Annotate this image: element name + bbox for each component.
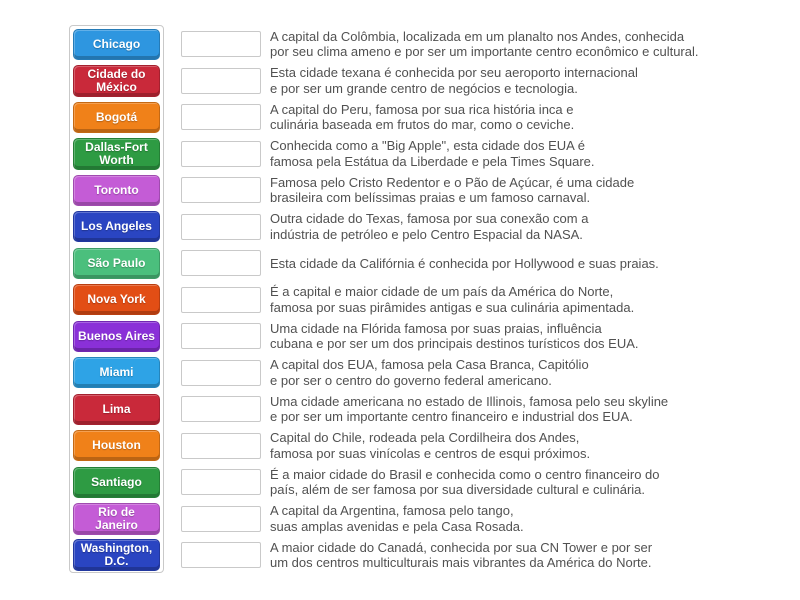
answer-dropzone[interactable] (181, 177, 261, 203)
clue-line: A capital da Argentina, famosa pelo tango, (270, 503, 514, 519)
keyword-tile[interactable]: Los Angeles (73, 211, 160, 242)
match-row (71, 26, 771, 63)
clue-text (270, 284, 634, 315)
match-row (71, 391, 771, 428)
keyword-tile[interactable]: Lima (73, 394, 160, 425)
answer-dropzone[interactable] (181, 214, 261, 240)
clue-text (270, 175, 634, 206)
answer-dropzone[interactable] (181, 287, 261, 313)
match-row (71, 209, 771, 246)
keyword-tile[interactable]: São Paulo (73, 248, 160, 279)
match-row (71, 428, 771, 465)
clue-line: A capital dos EUA, famosa pela Casa Branca, Capitólio (270, 357, 589, 373)
clue-line: Uma cidade na Flórida famosa por suas praias, influência (270, 320, 602, 336)
keyword-tile[interactable]: Santiago (73, 467, 160, 498)
keyword-tile[interactable]: Cidade do México (73, 65, 160, 97)
clue-line: e por ser um grande centro de negócios e tecnologia. (270, 80, 578, 96)
answer-dropzone[interactable] (181, 360, 261, 386)
clue-line: culinária baseada em frutos do mar, como o ceviche. (270, 117, 575, 133)
clue-text (270, 357, 589, 388)
clue-text (270, 540, 652, 571)
match-row (71, 318, 771, 355)
match-rows (71, 26, 771, 574)
match-row (71, 282, 771, 319)
clue-text (270, 321, 639, 352)
answer-dropzone[interactable] (181, 250, 261, 276)
clue-line: Esta cidade texana é conhecida por seu aeroporto internacional (270, 65, 638, 81)
clue-text (270, 467, 660, 498)
clue-line: A maior cidade do Canadá, conhecida por sua CN Tower e por ser (270, 539, 653, 555)
keyword-tile[interactable]: Toronto (73, 175, 160, 206)
keyword-tile[interactable]: Buenos Aires (73, 321, 160, 352)
answer-dropzone[interactable] (181, 506, 261, 532)
match-row (71, 501, 771, 538)
keyword-tile[interactable]: Dallas-Fort Worth (73, 138, 160, 170)
answer-dropzone[interactable] (181, 104, 261, 130)
keyword-tile[interactable]: Nova York (73, 284, 160, 315)
clue-line: Capital do Chile, rodeada pela Cordilheira dos Andes, (270, 430, 580, 446)
clue-line: É a capital e maior cidade de um país da América do Norte, (270, 284, 614, 300)
clue-line: Esta cidade da Califórnia é conhecida por Hollywood e suas praias. (270, 255, 659, 271)
clue-text (270, 65, 638, 96)
clue-line: Famosa pelo Cristo Redentor e o Pão de Açúcar, é uma cidade (270, 174, 635, 190)
clue-text (270, 29, 698, 60)
clue-line: cubana e por ser um dos principais destinos turísticos dos EUA. (270, 336, 639, 352)
clue-line: brasileira com belíssimas praias e um famoso carnaval. (270, 190, 591, 206)
clue-line: suas amplas avenidas e pela Casa Rosada. (270, 518, 524, 534)
clue-line: famosa pela Estátua da Liberdade e pela Times Square. (270, 153, 595, 169)
answer-dropzone[interactable] (181, 469, 261, 495)
answer-dropzone[interactable] (181, 141, 261, 167)
match-row (71, 464, 771, 501)
keyword-tile[interactable]: Houston (73, 430, 160, 461)
clue-line: Conhecida como a "Big Apple", esta cidade dos EUA é (270, 138, 585, 154)
answer-dropzone[interactable] (181, 31, 261, 57)
keyword-tile[interactable]: Washington, D.C. (73, 539, 160, 571)
match-row (71, 63, 771, 100)
clue-line: A capital da Colômbia, localizada em um planalto nos Andes, conhecida (270, 28, 685, 44)
clue-line: Uma cidade americana no estado de Illinois, famosa pelo seu skyline (270, 393, 669, 409)
keyword-tile[interactable]: Bogotá (73, 102, 160, 133)
clue-line: famosa por suas vinícolas e centros de esqui próximos. (270, 445, 591, 461)
match-row (71, 136, 771, 173)
clue-line: Outra cidade do Texas, famosa por sua conexão com a (270, 211, 589, 227)
answer-dropzone[interactable] (181, 323, 261, 349)
clue-line: A capital do Peru, famosa por sua rica história inca e (270, 101, 574, 117)
clue-text (270, 394, 668, 425)
keyword-tile[interactable]: Rio de Janeiro (73, 503, 160, 535)
clue-text (270, 211, 588, 242)
match-row (71, 355, 771, 392)
clue-line: país, além de ser famosa por sua diversidade cultural e culinária. (270, 482, 646, 498)
match-row (71, 99, 771, 136)
answer-dropzone[interactable] (181, 542, 261, 568)
clue-text (270, 256, 659, 272)
clue-line: um dos centros multiculturais mais vibrantes da América do Norte. (270, 555, 652, 571)
answer-dropzone[interactable] (181, 68, 261, 94)
clue-line: indústria de petróleo e pelo Centro Espacial da NASA. (270, 226, 583, 242)
clue-text (270, 503, 524, 534)
clue-line: por seu clima ameno e por ser um importante centro econômico e cultural. (270, 44, 699, 60)
clue-line: e por ser um importante centro financeiro e industrial dos EUA. (270, 409, 633, 425)
answer-dropzone[interactable] (181, 433, 261, 459)
clue-line: É a maior cidade do Brasil e conhecida como o centro financeiro do (270, 466, 660, 482)
clue-text (270, 138, 595, 169)
keyword-tile[interactable]: Miami (73, 357, 160, 388)
clue-line: e por ser o centro do governo federal americano. (270, 372, 552, 388)
clue-line: famosa por suas pirâmides antigas e sua culinária apimentada. (270, 299, 635, 315)
clue-text (270, 430, 590, 461)
keyword-tile[interactable]: Chicago (73, 29, 160, 60)
match-row (71, 537, 771, 574)
clue-text (270, 102, 574, 133)
match-row (71, 245, 771, 282)
match-row (71, 172, 771, 209)
answer-dropzone[interactable] (181, 396, 261, 422)
